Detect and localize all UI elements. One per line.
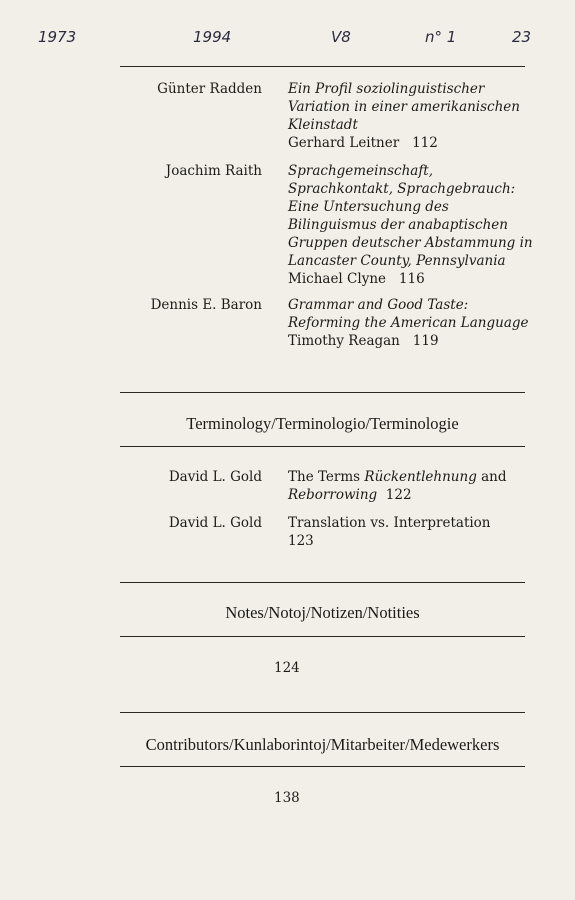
entry-reviewer-line	[288, 134, 538, 152]
entry-title: Ein Profil soziolinguistischer Variation in einer amerikanischen Kleinstadt	[288, 81, 520, 133]
entry-work	[288, 296, 538, 350]
entry-page: 119	[412, 333, 439, 349]
handwritten-mark: 1994	[193, 28, 232, 46]
entry-work	[288, 80, 538, 152]
entry-text: The Terms	[288, 469, 365, 485]
entry-author: David L. Gold	[168, 469, 262, 485]
handwritten-header-marks	[38, 28, 545, 58]
entry-reviewer-line	[288, 332, 538, 350]
entry-reviewer: Gerhard Leitner	[288, 135, 400, 151]
rule-contributors-bottom	[120, 766, 525, 767]
entry-page: 122	[385, 487, 412, 503]
handwritten-mark: 1973	[38, 28, 77, 46]
entry-text: and	[476, 469, 507, 485]
rule-terminology-bottom	[120, 446, 525, 447]
rule-notes-top	[120, 582, 525, 583]
entry-work	[288, 468, 538, 504]
section-heading-notes: Notes/Notoj/Notizen/Notities	[225, 603, 420, 622]
handwritten-mark: V8	[331, 28, 351, 46]
entry-page: 112	[412, 135, 438, 151]
entry-title: Grammar and Good Taste: Reforming the American Language	[288, 297, 529, 331]
entry-reviewer: Timothy Reagan	[288, 333, 400, 349]
contributors-page-number: 138	[274, 790, 300, 806]
entry-author: Joachim Raith	[165, 163, 262, 179]
entry-term: Reborrowing	[288, 487, 378, 503]
entry-text: Translation vs. Interpretation	[288, 515, 491, 531]
entry-reviewer-line	[288, 270, 538, 288]
entry-work	[288, 514, 538, 550]
section-heading-terminology: Terminology/Terminologio/Terminologie	[186, 414, 459, 433]
rule-contributors-top	[120, 712, 525, 713]
rule-notes-bottom	[120, 636, 525, 637]
entry-page: 116	[398, 271, 425, 287]
notes-page-number: 124	[274, 660, 300, 676]
entry-work	[288, 162, 538, 288]
entry-page: 123	[288, 533, 314, 549]
entry-title: Sprachgemeinschaft, Sprachkontakt, Sprachgebrauch: Eine Untersuchung des Bilinguismus der anabaptischen Gruppen deutscher Abstammung in Lancaster County, Pennsylvania	[288, 163, 533, 269]
handwritten-mark: 23	[512, 28, 532, 46]
rule-top	[120, 66, 525, 67]
section-heading-contributors: Contributors/Kunlaborintoj/Mitarbeiter/Medewerkers	[145, 735, 500, 754]
entry-author: Günter Radden	[157, 81, 262, 97]
handwritten-mark: n° 1	[425, 28, 457, 46]
entry-term: Rückentlehnung	[364, 469, 477, 485]
entry-reviewer: Michael Clyne	[288, 271, 387, 287]
rule-terminology-top	[120, 392, 525, 393]
entry-author: David L. Gold	[168, 515, 262, 531]
entry-author: Dennis E. Baron	[150, 297, 262, 313]
